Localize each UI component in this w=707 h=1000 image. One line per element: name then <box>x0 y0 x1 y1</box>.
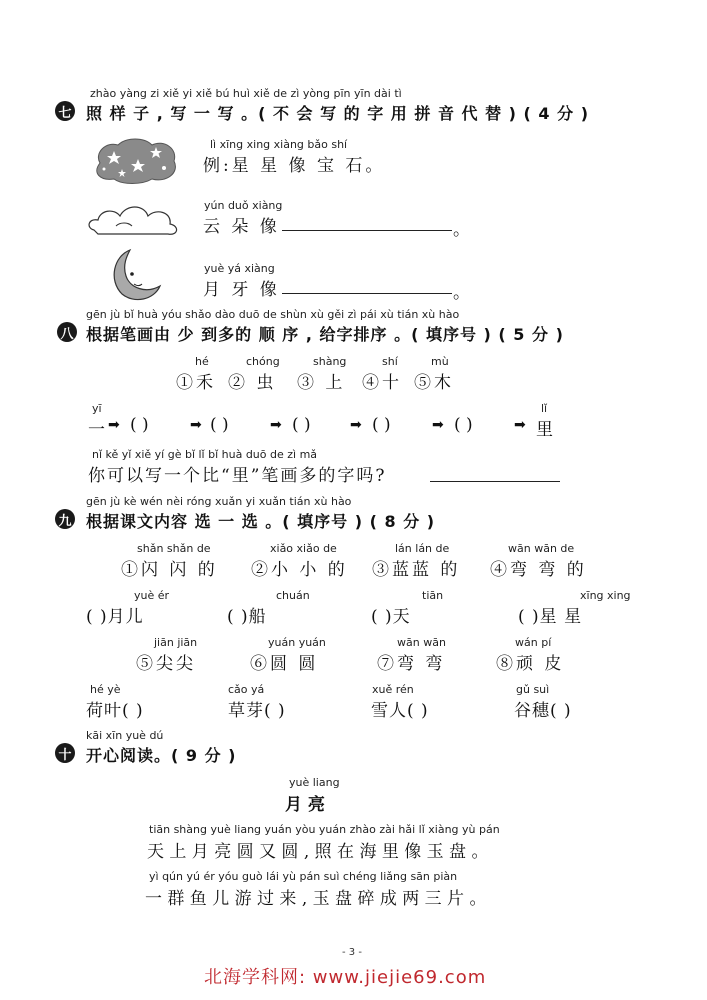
char-pinyin-3: shàng <box>313 355 347 368</box>
s9-title: 根据课文内容 选 一 选 。( 填序号 ) ( 8 分 ) <box>86 512 436 531</box>
order-slot-1[interactable]: ( ) <box>130 415 149 435</box>
s7-pinyin: zhào yàng zi xiě yi xiě bú huì xiě de zì yòng pīn yīn dài tì <box>90 87 402 100</box>
s8-answer-line[interactable] <box>430 481 560 482</box>
poem-title-pinyin: yuè liang <box>289 776 340 789</box>
opt1-pinyin-1: shǎn shǎn de <box>137 542 211 555</box>
opt1-pinyin-3: lán lán de <box>395 542 450 555</box>
s10-pinyin: kāi xīn yuè dú <box>86 729 164 742</box>
s9-fill-8[interactable]: 谷穗( ) <box>514 701 572 721</box>
s9-option-8: ⑧顽 皮 <box>496 654 565 674</box>
char-pinyin-5: mù <box>431 355 449 368</box>
s9-option-3: ③蓝蓝 的 <box>372 560 461 580</box>
cloud-image <box>86 200 181 240</box>
char-pinyin-4: shí <box>382 355 398 368</box>
char-option-5: ⑤木 <box>414 373 454 393</box>
s7-title: 照 样 子 , 写 一 写 。( 不 会 写 的 字 用 拼 音 代 替 ) ( 4 分 ) <box>86 104 590 123</box>
q2-text: 月 牙 像 <box>203 280 280 300</box>
arrow-icon: ➡ <box>514 417 526 433</box>
poem-line1-pinyin: tiān shàng yuè liang yuán yòu yuán zhào zài hǎi lǐ xiàng yù pán <box>149 823 500 836</box>
s8-pinyin: gēn jù bǐ huà yóu shǎo dào duō de shùn xù gěi zì pái xù tián xù hào <box>86 308 460 321</box>
q1-text: 云 朵 像 <box>203 217 280 237</box>
order-slot-4[interactable]: ( ) <box>372 415 391 435</box>
opt2-pinyin-3: wān wān <box>397 636 446 649</box>
s8-question: 你可以写一个比“里”笔画多的字吗? <box>88 466 387 486</box>
s9-option-6: ⑥圆 圆 <box>250 654 319 674</box>
row2-pinyin-3: xuě rén <box>372 683 414 696</box>
q2-pinyin: yuè yá xiàng <box>204 262 275 275</box>
example-pinyin: lì xīng xing xiàng bǎo shí <box>210 138 348 151</box>
seq-start-pinyin: yī <box>92 402 102 415</box>
char-option-3: ③ 上 <box>297 373 346 393</box>
cloud-icon <box>86 200 181 240</box>
opt1-pinyin-2: xiǎo xiǎo de <box>270 542 337 555</box>
page-number: - 3 - <box>342 947 362 958</box>
opt2-pinyin-2: yuán yuán <box>268 636 326 649</box>
arrow-icon: ➡ <box>108 417 120 433</box>
opt2-pinyin-4: wán pí <box>515 636 552 649</box>
seq-start: 一 <box>88 420 108 440</box>
opt2-pinyin-1: jiān jiān <box>154 636 198 649</box>
moon-icon <box>106 246 162 304</box>
s9-fill-3[interactable]: ( )天 <box>371 607 411 627</box>
opt1-pinyin-4: wān wān de <box>508 542 575 555</box>
seq-end: 里 <box>536 420 556 440</box>
row2-pinyin-4: gǔ suì <box>516 683 550 696</box>
s7-badge: 七 <box>55 101 75 121</box>
s9-fill-2[interactable]: ( )船 <box>227 607 267 627</box>
poem-line-1: 天 上 月 亮 圆 又 圆 , 照 在 海 里 像 玉 盘 。 <box>147 842 489 862</box>
poem-line2-pinyin: yì qún yú ér yóu guò lái yù pán suì chéng liǎng sān piàn <box>149 870 458 883</box>
q2-period: 。 <box>453 283 473 303</box>
q2-answer-line[interactable] <box>282 293 452 294</box>
arrow-icon: ➡ <box>190 417 202 433</box>
poem-line-2: 一 群 鱼 儿 游 过 来 , 玉 盘 碎 成 两 三 片 。 <box>145 889 487 909</box>
stars-image <box>92 135 180 185</box>
char-pinyin-2: chóng <box>246 355 280 368</box>
row1-pinyin-1: yuè ér <box>134 589 170 602</box>
seq-end-pinyin: lǐ <box>541 402 548 415</box>
s9-option-5: ⑤尖尖 <box>136 654 196 674</box>
s9-option-7: ⑦弯 弯 <box>377 654 446 674</box>
s9-option-4: ④弯 弯 的 <box>490 560 587 580</box>
order-slot-2[interactable]: ( ) <box>210 415 229 435</box>
row1-pinyin-4: xīng xing <box>580 589 631 602</box>
row1-pinyin-3: tiān <box>422 589 444 602</box>
row2-pinyin-1: hé yè <box>90 683 121 696</box>
s8-question-pinyin: nǐ kě yǐ xiě yí gè bǐ lǐ bǐ huà duō de zì mǎ <box>92 448 318 461</box>
s8-badge: 八 <box>57 322 77 342</box>
char-option-1: ①禾 <box>176 373 216 393</box>
q1-pinyin: yún duǒ xiàng <box>204 199 283 212</box>
char-pinyin-1: hé <box>195 355 209 368</box>
q1-period: 。 <box>453 220 473 240</box>
example-text: 例:星 星 像 宝 石。 <box>203 156 386 176</box>
row2-pinyin-2: cǎo yá <box>228 683 265 696</box>
char-option-4: ④十 <box>362 373 402 393</box>
s9-pinyin: gēn jù kè wén nèi róng xuǎn yi xuǎn tián xù hào <box>86 495 352 508</box>
s9-fill-5[interactable]: 荷叶( ) <box>86 701 144 721</box>
s9-fill-4[interactable]: ( )星 星 <box>518 607 583 627</box>
q1-answer-line[interactable] <box>282 230 452 231</box>
stars-icon <box>92 135 180 185</box>
footer-link[interactable]: 北海学科网: www.jiejie69.com <box>204 967 487 988</box>
s10-title: 开心阅读。( 9 分 ) <box>86 746 237 765</box>
s9-badge: 九 <box>55 509 75 529</box>
s9-fill-6[interactable]: 草芽( ) <box>228 701 286 721</box>
s8-title: 根据笔画由 少 到多的 顺 序 , 给字排序 。( 填序号 ) ( 5 分 ) <box>86 325 564 344</box>
s9-fill-1[interactable]: ( )月儿 <box>86 607 144 627</box>
order-slot-5[interactable]: ( ) <box>454 415 473 435</box>
poem-title: 月 亮 <box>285 795 325 815</box>
s10-badge: 十 <box>55 743 75 763</box>
arrow-icon: ➡ <box>270 417 282 433</box>
s9-fill-7[interactable]: 雪人( ) <box>371 701 429 721</box>
row1-pinyin-2: chuán <box>276 589 310 602</box>
char-option-2: ② 虫 <box>228 373 277 393</box>
s9-option-1: ①闪 闪 的 <box>121 560 218 580</box>
arrow-icon: ➡ <box>350 417 362 433</box>
moon-image <box>106 246 162 304</box>
s9-option-2: ②小 小 的 <box>251 560 348 580</box>
order-slot-3[interactable]: ( ) <box>292 415 311 435</box>
arrow-icon: ➡ <box>432 417 444 433</box>
